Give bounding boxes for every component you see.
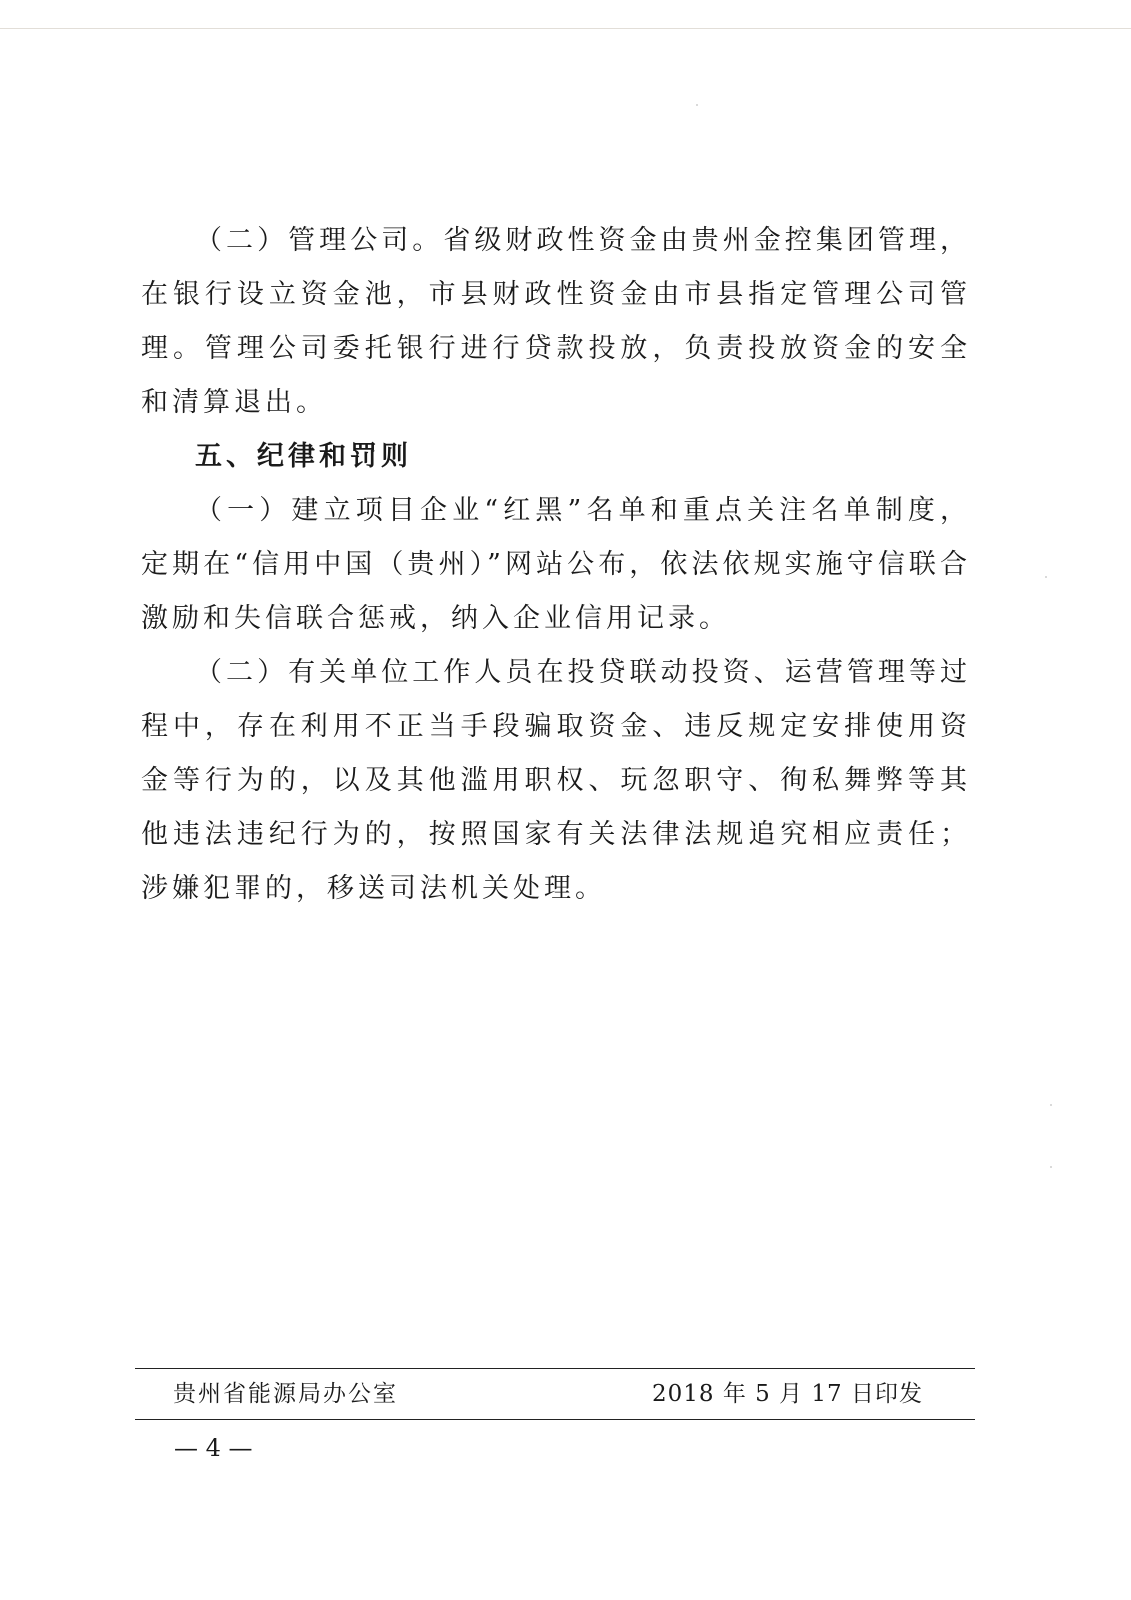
scan-speck bbox=[696, 104, 698, 106]
footer-rule-bottom bbox=[135, 1419, 975, 1420]
scan-edge-line bbox=[0, 28, 1131, 29]
page-number: — 4 — bbox=[174, 1434, 253, 1462]
footer-print-date: 2018 年 5 月 17 日印发 bbox=[652, 1381, 923, 1407]
paragraph-management-company: （二）管理公司。省级财政性资金由贵州金控集团管理，在银行设立资金池，市县财政性资金由市县指定管理公司管理。管理公司委托银行进行贷款投放，负责投放资金的安全和清算退出。 bbox=[141, 225, 971, 418]
scan-speck bbox=[1050, 1104, 1052, 1106]
paragraph-accountability: （二）有关单位工作人员在投贷联动投资、运营管理等过程中，存在利用不正当手段骗取资金、违反规定安排使用资金等行为的，以及其他滥用职权、玩忽职守、徇私舞弊等其他违法违纪行为的，按照国家有关法律法规追究相应责任；涉嫌犯罪的，移送司法机关处理。 bbox=[141, 657, 971, 904]
document-body bbox=[141, 214, 971, 916]
paragraph-credit-list: （一）建立项目企业“红黑”名单和重点关注名单制度，定期在“信用中国（贵州）”网站公布，依法依规实施守信联合激励和失信联合惩戒，纳入企业信用记录。 bbox=[141, 495, 971, 634]
scan-speck bbox=[1050, 1166, 1052, 1168]
footer-issuer: 贵州省能源局办公室 bbox=[173, 1381, 398, 1407]
scan-speck bbox=[1045, 576, 1047, 578]
section-heading-discipline: 五、纪律和罚则 bbox=[195, 441, 412, 472]
footer-rule-top bbox=[135, 1368, 975, 1369]
